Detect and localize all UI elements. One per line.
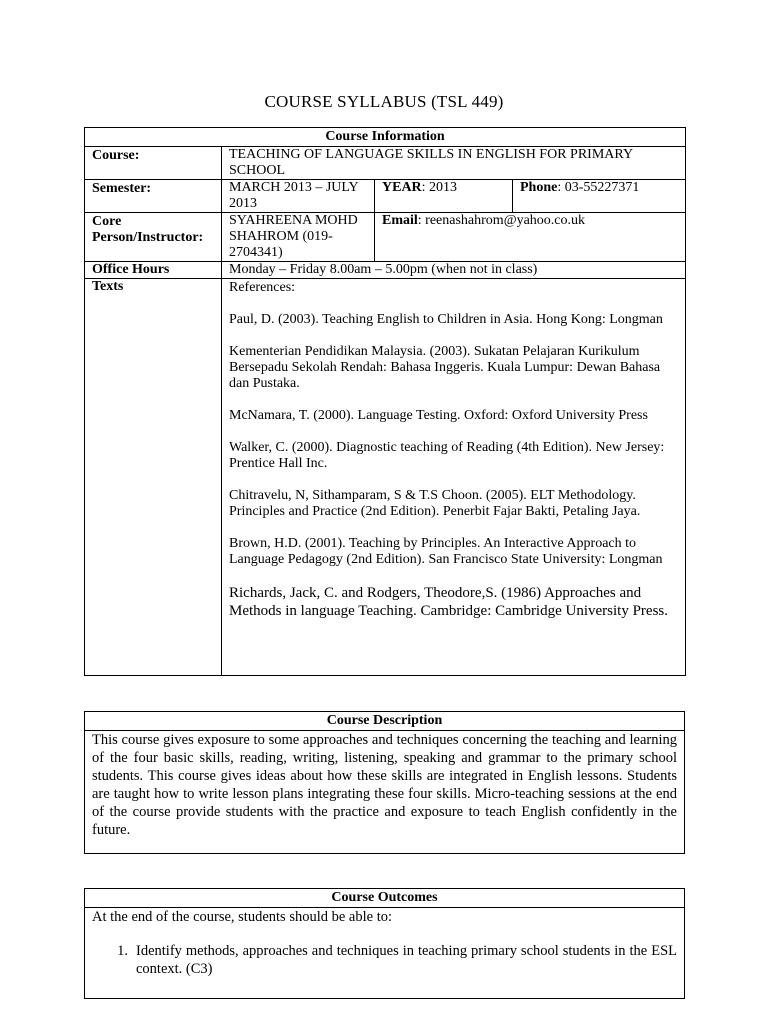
reference-item: Walker, C. (2000). Diagnostic teaching of Reading (4th Edition). New Jersey: Prentice Hall Inc. — [229, 440, 665, 471]
email-value: : reenashahrom@yahoo.co.uk — [417, 213, 586, 228]
references-cell — [222, 279, 686, 676]
year-label: YEAR — [382, 180, 422, 195]
reference-item: McNamara, T. (2000). Language Testing. Oxford: Oxford University Press — [229, 408, 648, 423]
outcome-list — [92, 942, 677, 978]
course-description-header: Course Description — [85, 712, 685, 731]
reference-item: Brown, H.D. (2001). Teaching by Principles. An Interactive Approach to Language Pedagogy (2nd Edition). San Francisco State University: Longman — [229, 536, 663, 567]
phone-label: Phone — [520, 180, 558, 195]
year-value: : 2013 — [421, 180, 458, 195]
course-outcomes-intro: At the end of the course, students should be able to: — [92, 909, 393, 925]
reference-item: Paul, D. (2003). Teaching English to Children in Asia. Hong Kong: Longman — [229, 312, 663, 327]
phone-value: : 03-55227371 — [557, 180, 640, 195]
outcome-text: Identify methods, approaches and techniques in teaching primary school students in the ESL context. (C3) — [136, 943, 677, 977]
course-outcomes-header: Course Outcomes — [85, 889, 685, 908]
instructor-value: SYAHREENA MOHD SHAHROM (019-2704341) — [222, 213, 375, 262]
page-title: COURSE SYLLABUS (TSL 449) — [264, 92, 504, 111]
outcome-item — [92, 942, 677, 978]
office-hours-value: Monday – Friday 8.00am – 5.00pm (when not in class) — [222, 262, 686, 279]
reference-item: Richards, Jack, C. and Rodgers, Theodore,S. (1986) Approaches and Methods in language Teaching. Cambridge: Cambridge University Press. — [229, 585, 669, 619]
course-information-table — [84, 127, 686, 676]
email-label: Email — [382, 213, 418, 228]
course-information-header: Course Information — [85, 128, 686, 147]
course-description-table — [84, 711, 685, 854]
course-outcomes-table — [84, 888, 685, 999]
reference-item: Kementerian Pendidikan Malaysia. (2003). Sukatan Pelajaran Kurikulum Bersepadu Sekolah Rendah: Bahasa Inggeris. Kuala Lumpur: Dewan Bahasa dan Pustaka. — [229, 344, 661, 391]
references-label: References: — [229, 280, 296, 295]
email-cell — [375, 213, 686, 262]
course-description-text: This course gives exposure to some approaches and techniques concerning the teaching and learning of the four basic skills, reading, writing, listening, speaking and grammar to the primary school students. This course gives ideas about how these skills are integrated in English lessons. Students are taught how to write lesson plans integrating these four skills. Micro-teaching sessions at the end of the course provide students with the practice and exposure to teach English confidently in the future. — [85, 731, 685, 854]
phone-cell — [513, 180, 686, 213]
texts-label: Texts — [85, 279, 222, 676]
course-outcomes-body — [85, 908, 685, 999]
core-label-line2: Person/Instructor: — [92, 230, 204, 245]
semester-value: MARCH 2013 – JULY 2013 — [222, 180, 375, 213]
outcome-number: 1. — [117, 943, 128, 959]
semester-label: Semester: — [85, 180, 222, 213]
core-person-label — [85, 213, 222, 262]
office-hours-label: Office Hours — [85, 262, 222, 279]
core-label-line1: Core — [92, 214, 122, 229]
course-label: Course: — [85, 147, 222, 180]
course-value: TEACHING OF LANGUAGE SKILLS IN ENGLISH FOR PRIMARY SCHOOL — [222, 147, 686, 180]
year-cell — [375, 180, 513, 213]
reference-item: Chitravelu, N, Sithamparam, S & T.S Choon. (2005). ELT Methodology. Principles and Practice (2nd Edition). Penerbit Fajar Bakti, Petaling Jaya. — [229, 488, 641, 519]
